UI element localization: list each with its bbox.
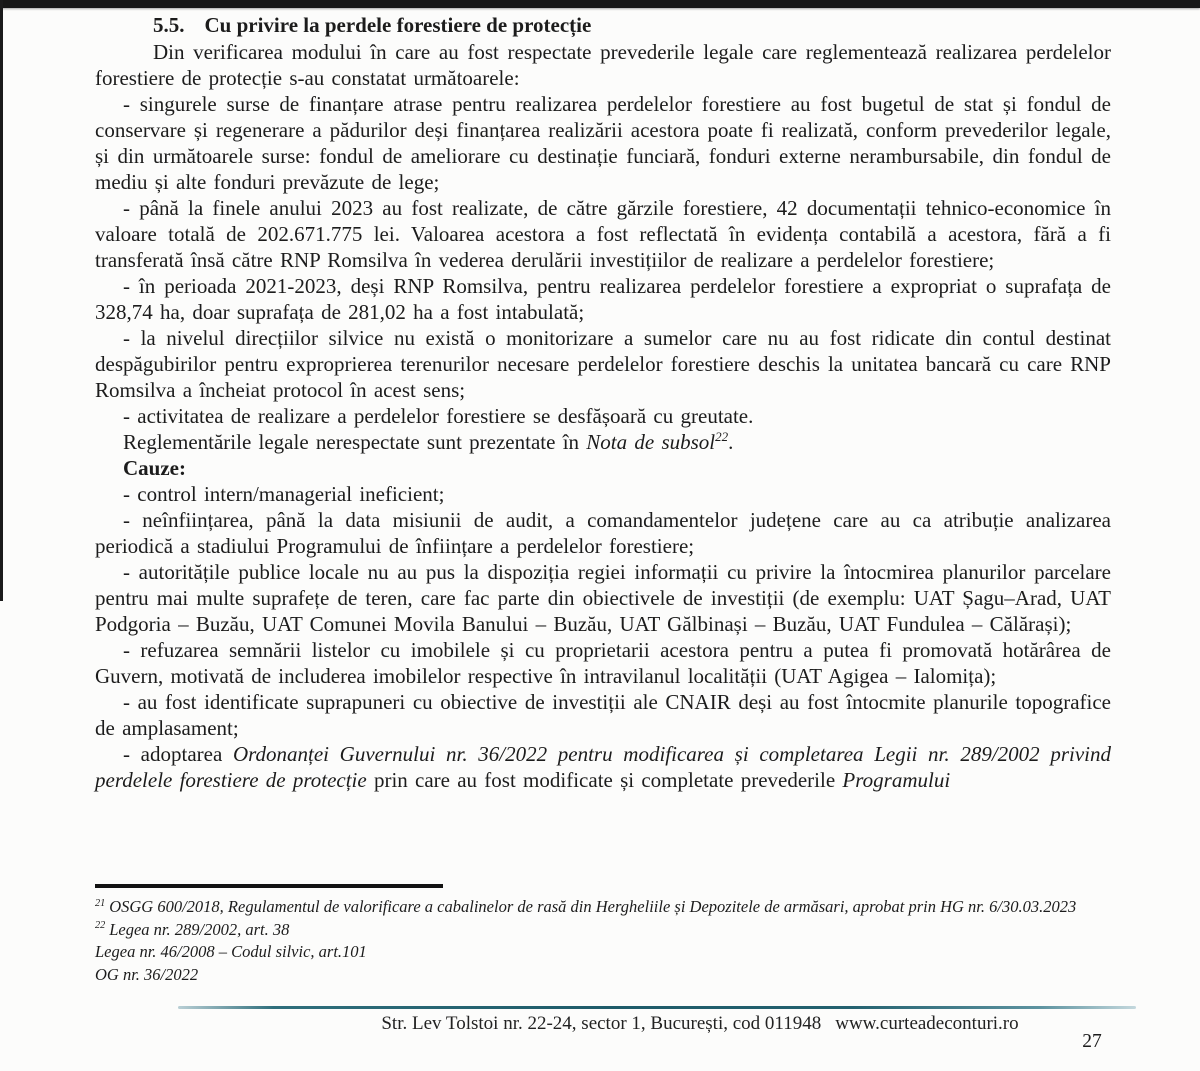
paragraph: - autoritățile publice locale nu au pus la dispoziția regiei informații cu privire la întocmirea planurilor parcelare pentru mai multe suprafețe de teren, care fac parte din obiectivele de investiții (de exemplu: UAT Șagu–Arad, UAT Podgoria – Buzău, UAT Comunei Movila Banului – Buzău, UAT Gălbinași – Buzău, UAT Fundulea – Călărași); — [95, 560, 1111, 636]
footnotes-list — [95, 896, 1111, 986]
footnote: Legea nr. 46/2008 – Codul silvic, art.101 — [95, 942, 367, 961]
paragraph: - adoptarea Ordonanței Guvernului nr. 36/2022 pentru modificarea și completarea Legii nr. 289/2002 privind perdelele forestiere de protecție prin care au fost modificate și completate prevederile Programului — [95, 742, 1111, 792]
footnote: $^{21}$ OSGG 600/2018, Regulamentul de valorificare a cabalinelor de rasă din Hergheliile și Depozitele de armăsari, aprobat prin HG nr. 6/30.03.2023 — [95, 897, 1077, 916]
paragraph: - activitatea de realizare a perdelelor forestiere se desfășoară cu greutate. — [123, 404, 754, 428]
footnote: $^{22}$ Legea nr. 289/2002, art. 38 — [95, 919, 290, 939]
document-body — [95, 12, 1111, 793]
footer-website: www.curteadeconturi.ro — [835, 1013, 1019, 1034]
footnote-block — [95, 884, 1111, 986]
scan-border-left — [0, 0, 3, 601]
footer-address-line — [200, 1012, 1200, 1036]
footnote-separator-rule — [95, 884, 443, 888]
paragraph: - la nivelul direcțiilor silvice nu există o monitorizare a sumelor care nu au fost ridicate din contul destinat despăgubirilor pentru exproprierea terenurilor necesare perdelelor forestiere deschis la unitatea bancară cu care RNP Romsilva a încheiat protocol în acest sens; — [95, 326, 1111, 402]
paragraph: - refuzarea semnării listelor cu imobilele și cu proprietarii acestora pentru a putea fi promovată hotărârea de Guvern, motivată de includerea imobilelor respective în intravilanul localității (UAT Agigea – Ialomița); — [95, 638, 1111, 688]
footnote: OG nr. 36/2022 — [95, 964, 199, 984]
paragraph: - neînființarea, până la data misiunii de audit, a comandamentelor județene care au ca atribuție analizarea periodică a stadiului Programului de înființare a perdelelor forestiere; — [95, 508, 1111, 558]
paragraph: - singurele surse de finanțare atrase pentru realizarea perdelelor forestiere au fost bugetul de stat și fondul de conservare și regenerare a pădurilor deși finanțarea realizării acestora poate fi realizată, conform prevederilor legale, și din următoarele surse: fondul de ameliorare cu destinație funciară, fonduri externe nerambursabile, din fondul de mediu și alte fonduri prevăzute de lege; — [95, 92, 1111, 194]
paragraph: - au fost identificate suprapuneri cu obiective de investiții ale CNAIR deși au fost întocmite planurile topografice de amplasament; — [95, 690, 1111, 740]
section-number: 5.5. — [153, 13, 185, 37]
paragraph: Reglementările legale nerespectate sunt prezentate în Nota de subsol$^{22}$. — [123, 429, 734, 454]
page-number: 27 — [1082, 1031, 1102, 1052]
section-title: Cu privire la perdele forestiere de protecție — [204, 13, 592, 37]
footer-rule — [178, 1006, 1136, 1009]
paragraph: - control intern/managerial ineficient; — [123, 482, 445, 506]
paragraph: - în perioada 2021-2023, deși RNP Romsilva, pentru realizarea perdelelor forestiere a expropriat o suprafața de 328,74 ha, doar suprafața de 281,02 ha a fost intabulată; — [95, 274, 1111, 324]
paragraph: Cauze: — [123, 456, 186, 480]
body-paragraphs — [95, 39, 1111, 793]
paragraph: Din verificarea modului în care au fost respectate prevederile legale care reglementează realizarea perdelelor forestiere de protecție s-au constatat următoarele: — [95, 40, 1111, 90]
footer-address: Str. Lev Tolstoi nr. 22-24, sector 1, București, cod 011948 — [381, 1013, 822, 1034]
scan-border-top — [0, 0, 1200, 8]
section-heading — [95, 12, 1111, 38]
paragraph: - până la finele anului 2023 au fost realizate, de către gărzile forestiere, 42 documentații tehnico-economice în valoare totală de 202.671.775 lei. Valoarea acestora a fost reflectată în evidența contabilă a acestora, fără a fi transferată însă către RNP Romsilva în vederea derulării investițiilor de realizare a perdelelor forestiere; — [95, 196, 1111, 272]
